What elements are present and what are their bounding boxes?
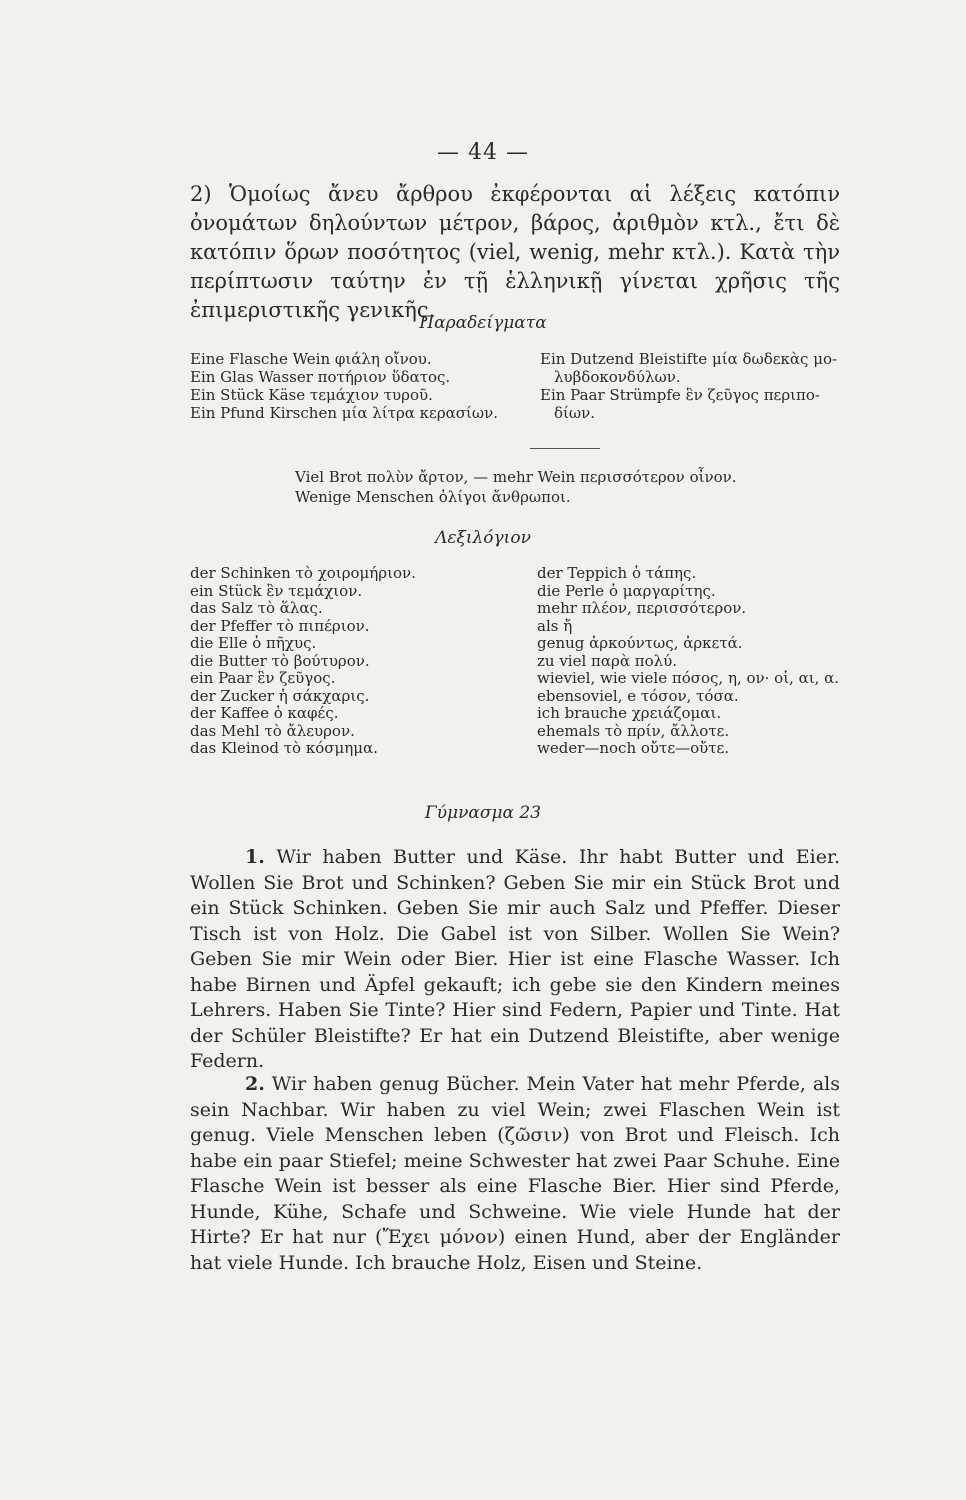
vocab-entry: wieviel, wie viele πόσος, η, ον· οἱ, αι, α. xyxy=(537,669,840,687)
vocab-entry: der Pfeffer τὸ πιπέριον. xyxy=(190,616,370,635)
divider xyxy=(530,448,600,449)
example-line: Ein Dutzend Bleistifte μία δωδεκὰς μο- xyxy=(540,350,838,368)
example-line: λυβδοκονδύλων. xyxy=(554,368,681,386)
example-line: Ein Pfund Kirschen μία λίτρα κερασίων. xyxy=(190,404,499,422)
examples-left-column xyxy=(190,350,498,422)
page-number: — 44 — xyxy=(437,140,529,165)
exercise-heading: Γύμνασμα 23 xyxy=(424,803,542,823)
vocab-entry: ehemals τὸ πρίν, ἄλλοτε. xyxy=(537,721,730,740)
example-line: Eine Flasche Wein φιάλη οἴνου. xyxy=(190,350,432,368)
example-line: Ein Glas Wasser ποτήριον ὕδατος. xyxy=(190,368,451,386)
vocab-entry: die Elle ὁ πῆχυς. xyxy=(190,634,317,652)
examples-heading: Παραδείγματα xyxy=(419,313,547,333)
quantity-example-2: Wenige Menschen ὀλίγοι ἄνθρωποι. xyxy=(295,488,571,506)
exercise-number: 1. xyxy=(245,846,265,868)
vocabulary-left-column xyxy=(190,565,416,758)
vocab-entry: das Kleinod τὸ κόσμημα. xyxy=(190,739,378,757)
vocab-entry: ein Stück ἓν τεμάχιον. xyxy=(190,581,363,600)
quantity-example-1: Viel Brot πολὺν ἄρτον, — mehr Wein περισσότερον οἶνον. xyxy=(295,468,737,486)
vocab-entry: die Butter τὸ βούτυρον. xyxy=(190,651,370,670)
example-line: Ein Stück Käse τεμάχιον τυροῦ. xyxy=(190,386,433,404)
vocab-entry: das Salz τὸ ἅλας. xyxy=(190,599,323,617)
vocab-entry: weder—noch οὔτε—οὔτε. xyxy=(537,739,730,757)
vocab-entry: der Zucker ἡ σάκχαρις. xyxy=(190,686,370,705)
vocab-entry: das Mehl τὸ ἄλευρον. xyxy=(190,721,355,740)
vocab-entry: genug ἀρκούντως, ἀρκετά. xyxy=(537,634,743,652)
vocab-entry: ebensoviel, e τόσον, τόσα. xyxy=(537,686,739,705)
vocab-entry: als ἤ xyxy=(537,616,573,635)
example-line: δίων. xyxy=(554,404,596,422)
vocab-entry: der Teppich ὁ τάπης. xyxy=(537,564,697,582)
exercise-text: Wir haben Butter und Käse. Ihr habt Butter und Eier. Wollen Sie Brot und Schinken? Geben Sie mir ein Stück Brot und ein Stück Schinken. Geben Sie mir auch Salz und Pfeffer. Dieser Tisch ist von Holz. Die Gabel ist von Silber. Wollen Sie Wein? Geben Sie mir Wein oder Bier. Hier ist eine Flasche Wasser. Ich habe Birnen und Äpfel gekauft; ich gebe sie den Kindern meines Lehrers. Haben Sie Tinte? Hier sind Federn, Papier und Tinte. Hat der Schüler Bleistifte? Er hat ein Dutzend Bleistifte, aber wenige Federn. xyxy=(190,846,840,1072)
vocabulary-heading: Λεξιλόγιον xyxy=(435,528,531,548)
vocab-entry: mehr πλέον, περισσότερον. xyxy=(537,599,747,617)
exercise-number: 2. xyxy=(245,1073,265,1095)
exercise-2 xyxy=(190,1072,840,1276)
vocab-entry: die Perle ὁ μαργαρίτης. xyxy=(537,581,716,600)
exercise-1 xyxy=(190,845,840,1075)
exercise-text: Wir haben genug Bücher. Mein Vater hat mehr Pferde, als sein Nachbar. Wir haben zu viel Wein; zwei Flaschen Wein ist genug. Viele Menschen leben (ζῶσιν) von Brot und Fleisch. Ich habe ein paar Stiefel; meine Schwester hat zwei Paar Schuhe. Eine Flasche Wein ist besser als eine Flasche Bier. Hier sind Pferde, Hunde, Kühe, Schafe und Schweine. Wie viele Hunde hat der Hirte? Er hat nur (Ἔχει μόνον) einen Hund, aber der Engländer hat viele Hunde. Ich brauche Holz, Eisen und Steine. xyxy=(190,1073,841,1274)
examples-right-column xyxy=(540,350,837,422)
rule-paragraph: 2) Ὁμοίως ἄνευ ἄρθρου ἐκφέρονται αἱ λέξεις κατόπιν ὀνομάτων δηλούντων μέτρον, βάρος, ἀριθμὸν κτλ., ἔτι δὲ κατόπιν ὅρων ποσότητος (viel, wenig, mehr κτλ.). Κατὰ τὴν περίπτωσιν ταύτην ἐν τῇ ἑλληνικῇ γίνεται χρῆσις τῆς ἐπιμεριστικῆς γενικῆς. xyxy=(190,182,840,322)
example-line: Ein Paar Strümpfe ἓν ζεῦγος περιπο- xyxy=(540,386,820,404)
vocab-entry: der Schinken τὸ χοιρομήριον. xyxy=(190,564,416,582)
vocab-entry: ich brauche χρειάζομαι. xyxy=(537,704,722,722)
vocabulary-right-column xyxy=(537,565,839,758)
vocab-entry: der Kaffee ὁ καφές. xyxy=(190,704,339,722)
vocab-entry: ein Paar ἓν ζεῦγος. xyxy=(190,669,336,687)
vocab-entry: zu viel παρὰ πολύ. xyxy=(537,651,678,670)
